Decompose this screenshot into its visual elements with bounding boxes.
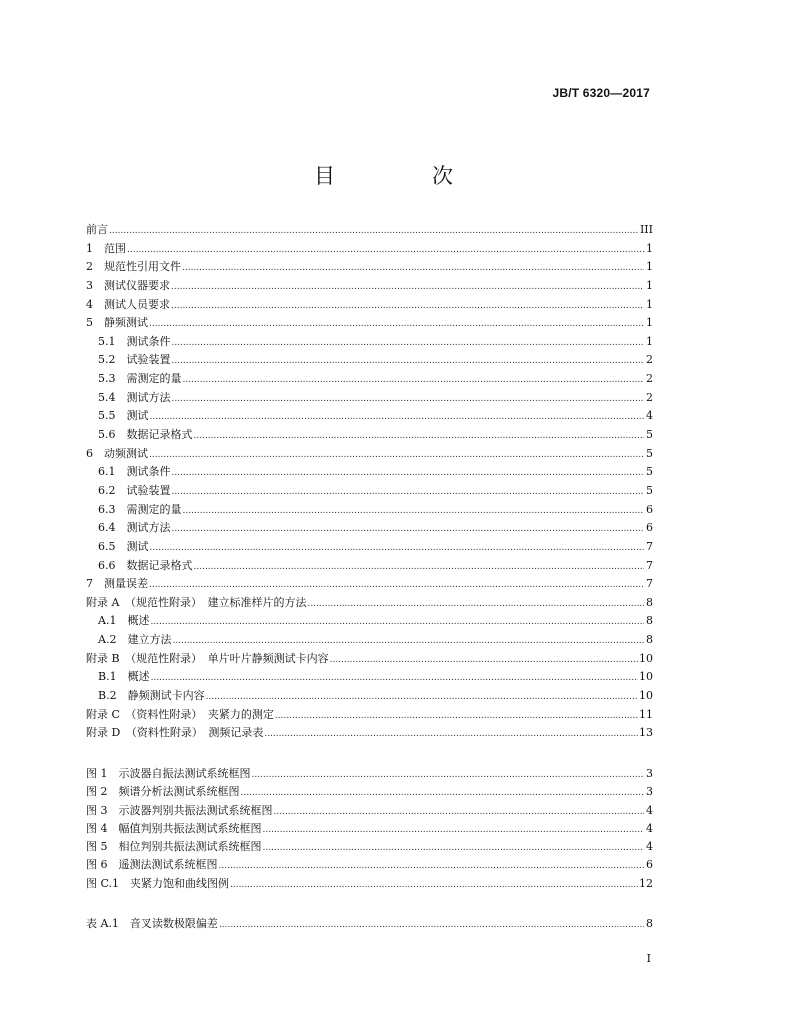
toc-entry-page: 4 [646, 821, 653, 835]
toc-entry-label: B.1 概述 [98, 670, 150, 684]
toc-entry-page: 4 [646, 803, 653, 817]
toc-entry-page: 5 [646, 446, 653, 460]
dot-leader [263, 820, 645, 839]
dot-leader [151, 668, 638, 688]
dot-leader [171, 277, 644, 297]
toc-entry-page: 13 [639, 726, 653, 740]
toc-entry[interactable] [86, 706, 653, 725]
toc-entry-label: 前言 [86, 223, 108, 236]
dot-leader [307, 594, 644, 614]
toc-entry-label: 4 测试人员要求 [86, 297, 170, 311]
toc-figure-entry[interactable] [86, 875, 653, 893]
toc-entry-page: 6 [646, 858, 653, 872]
toc-entry[interactable] [86, 445, 653, 464]
toc-entry[interactable] [86, 277, 653, 296]
toc-entry-page: 6 [646, 502, 653, 516]
toc-entry-label: 5.6 数据记录格式 [98, 428, 193, 442]
toc-entry-label: 图 2 频谱分析法测试系统框图 [86, 785, 240, 799]
toc-entry[interactable] [86, 389, 653, 408]
toc-entry-label: 图 6 遥测法测试系统框图 [86, 858, 218, 872]
dot-leader [172, 482, 645, 502]
toc-entry-label: 2 规范性引用文件 [86, 260, 181, 274]
toc-entry-label: 图 3 示波器判别共振法测试系统框图 [86, 803, 273, 817]
toc-entry-page: 6 [646, 521, 653, 535]
toc-entry[interactable] [86, 501, 653, 520]
dot-leader [330, 650, 638, 670]
dot-leader [206, 687, 638, 707]
dot-leader [171, 296, 644, 316]
dot-leader [182, 258, 644, 278]
toc-entry[interactable] [86, 407, 653, 426]
toc-entry[interactable] [86, 221, 653, 240]
dot-leader [263, 838, 645, 857]
dot-leader [172, 463, 645, 483]
toc-entry[interactable] [86, 724, 653, 743]
toc-entry-label: A.1 概述 [98, 614, 150, 628]
dot-leader [172, 519, 645, 539]
toc-entry-label: 3 测试仪器要求 [86, 278, 170, 292]
toc-entry-label: 6.6 数据记录格式 [98, 558, 193, 572]
toc-entry-label: 5.4 测试方法 [98, 390, 171, 404]
toc-entry-label: 5.5 测试 [98, 409, 149, 423]
toc-table-entry[interactable] [86, 915, 653, 934]
toc-entry-label: 5.2 试验装置 [98, 353, 171, 367]
dot-leader [219, 856, 645, 875]
dot-leader [194, 426, 645, 446]
toc-entry-label: A.2 建立方法 [98, 633, 172, 647]
dot-leader [172, 333, 645, 353]
toc-entry[interactable] [86, 370, 653, 389]
toc-entry-page: 5 [646, 465, 653, 479]
toc-entry-page: 1 [646, 297, 653, 311]
toc-entry-label: 图 C.1 夹紧力饱和曲线图例 [86, 876, 230, 890]
toc-entry[interactable] [86, 296, 653, 315]
toc-figure-entry[interactable] [86, 856, 653, 874]
toc-entry-page: 8 [646, 633, 653, 647]
toc-entry[interactable] [86, 575, 653, 594]
dot-leader [149, 314, 644, 334]
toc-entry-label: 5 静频测试 [86, 316, 148, 330]
toc-entry-page: III [639, 223, 653, 236]
toc-main [86, 221, 653, 743]
toc-figure-entry[interactable] [86, 838, 653, 856]
toc-entry[interactable] [86, 668, 653, 687]
page-number: I [646, 952, 651, 965]
toc-figures [86, 765, 653, 893]
toc-entry[interactable] [86, 631, 653, 650]
toc-entry-label: B.2 静频测试卡内容 [98, 689, 205, 703]
toc-entry-label: 6.2 试验装置 [98, 483, 171, 497]
dot-leader [241, 783, 645, 802]
toc-entry-label: 5.3 需测定的量 [98, 372, 182, 386]
toc-entry[interactable] [86, 557, 653, 576]
toc-entry-page: 1 [646, 334, 653, 348]
toc-entry[interactable] [86, 538, 653, 557]
toc-entry-page: 7 [646, 558, 653, 572]
toc-entry-page: 3 [646, 785, 653, 799]
toc-entry-page: 4 [646, 409, 653, 423]
toc-entry[interactable] [86, 258, 653, 277]
toc-entry-label: 5.1 测试条件 [98, 334, 171, 348]
toc-entry[interactable] [86, 463, 653, 482]
toc-entry-label: 6.5 测试 [98, 539, 149, 553]
toc-entry-page: 8 [646, 614, 653, 628]
page-title: 目 次 [314, 164, 491, 188]
toc-entry-page: 1 [646, 278, 653, 292]
toc-entry-label: 6.1 测试条件 [98, 465, 171, 479]
toc-figure-entry[interactable] [86, 765, 653, 783]
dot-leader [150, 538, 645, 558]
toc-entry[interactable] [86, 612, 653, 631]
toc-entry-label: 图 4 幅值判别共振法测试系统框图 [86, 821, 262, 835]
dot-leader [172, 389, 645, 409]
dot-leader [172, 631, 644, 651]
toc-entry[interactable] [86, 314, 653, 333]
dot-leader [230, 875, 638, 894]
toc-entry-page: 7 [646, 539, 653, 553]
toc-entry-label: 附录 B （规范性附录） 单片叶片静频测试卡内容 [86, 651, 329, 665]
dot-leader [127, 240, 644, 260]
toc-entry-page: 5 [646, 483, 653, 497]
dot-leader [172, 351, 645, 371]
toc-entry-label: 6.3 需测定的量 [98, 502, 182, 516]
toc-entry[interactable] [86, 240, 653, 259]
toc-entry[interactable] [86, 519, 653, 538]
dot-leader [149, 575, 644, 595]
dot-leader [150, 407, 645, 427]
toc-entry[interactable] [86, 333, 653, 352]
toc-entry[interactable] [86, 426, 653, 445]
toc-entry-page: 12 [639, 876, 653, 890]
toc-entry-page: 8 [646, 917, 653, 930]
toc-entry-page: 11 [639, 707, 653, 721]
toc-entry-page: 5 [646, 428, 653, 442]
toc-entry[interactable] [86, 650, 653, 669]
toc-entry-label: 图 5 相位判别共振法测试系统框图 [86, 840, 262, 854]
toc-entry-page: 10 [639, 651, 653, 665]
toc-figure-entry[interactable] [86, 820, 653, 838]
toc-entry-label: 图 1 示波器自振法测试系统框图 [86, 767, 251, 780]
toc-tables [86, 915, 653, 934]
dot-leader [275, 706, 638, 726]
toc-entry-label: 6.4 测试方法 [98, 521, 171, 535]
dot-leader [264, 724, 638, 744]
standard-code: JB/T 6320—2017 [552, 86, 650, 100]
dot-leader [183, 370, 645, 390]
toc-entry[interactable] [86, 482, 653, 501]
dot-leader [219, 915, 644, 935]
dot-leader [150, 612, 644, 632]
toc-entry-label: 附录 A （规范性附录） 建立标准样片的方法 [86, 595, 307, 609]
toc-entry-page: 3 [646, 767, 653, 780]
toc-entry-page: 7 [646, 577, 653, 591]
toc-entry-page: 10 [639, 689, 653, 703]
dot-leader [149, 445, 644, 465]
toc-entry-page: 2 [646, 390, 653, 404]
toc-entry-page: 1 [646, 316, 653, 330]
toc-entry-label: 附录 D （资料性附录） 测频记录表 [86, 726, 264, 740]
toc-entry-label: 附录 C （资料性附录） 夹紧力的测定 [86, 707, 274, 721]
dot-leader [194, 557, 645, 577]
toc-entry-label: 表 A.1 音叉读数极限偏差 [86, 917, 218, 930]
dot-leader [252, 765, 645, 784]
toc-figure-entry[interactable] [86, 783, 653, 801]
toc-entry-page: 2 [646, 372, 653, 386]
dot-leader [183, 501, 645, 521]
dot-leader [109, 221, 639, 241]
toc-entry-label: 1 范围 [86, 241, 126, 255]
toc-entry-page: 10 [639, 670, 653, 684]
toc-entry-label: 7 测量误差 [86, 577, 148, 591]
toc-figure-entry[interactable] [86, 802, 653, 820]
toc-entry-page: 8 [646, 595, 653, 609]
toc-entry-page: 1 [646, 260, 653, 274]
toc-entry[interactable] [86, 687, 653, 706]
toc-entry-page: 4 [646, 840, 653, 854]
toc-entry[interactable] [86, 351, 653, 370]
toc-entry-page: 2 [646, 353, 653, 367]
toc-entry-label: 6 动频测试 [86, 446, 148, 460]
toc-entry[interactable] [86, 594, 653, 613]
toc-entry-page: 1 [646, 241, 653, 255]
dot-leader [274, 802, 645, 821]
